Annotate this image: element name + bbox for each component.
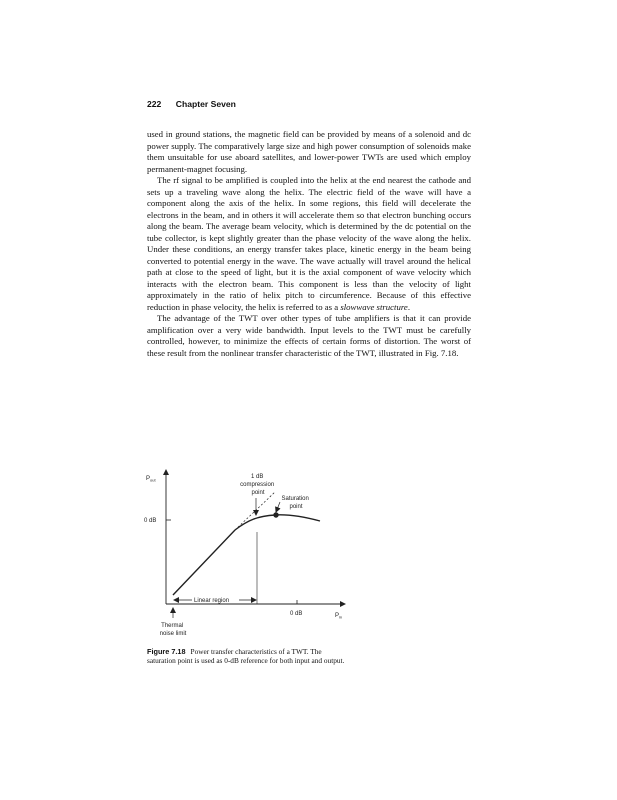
figure-7-18: [140, 462, 480, 642]
linear-region-label: Linear region: [194, 598, 230, 604]
caption-text: Power transfer characteristics of a TWT. The saturation point is used as 0-dB reference for both input and output.: [147, 647, 345, 665]
saturation-arrow: [276, 502, 280, 512]
body-text: [147, 129, 471, 359]
y-axis-label: $P_{out}$: [146, 476, 156, 483]
thermal-noise-label: Thermal noise limit: [159, 623, 187, 637]
y-zero-label: 0 dB: [144, 518, 157, 524]
saturation-point-marker: [273, 512, 278, 517]
x-zero-label: 0 dB: [290, 611, 303, 617]
page-number: 222: [147, 99, 162, 109]
paragraph-2-text: The rf signal to be amplified is coupled into the helix at the end nearest the cathode and sets up a traveling wave along the helix. The electric field of the wave will have a component along the axis of the helix. In some regions, this field will decelerate the electrons in the beam, and in others it will accelerate them so that electron bunching occurs along the beam. The average beam velocity, which is determined by the dc potential on the tube collector, is kept slightly greater than the phase velocity of the wave along the helix. Under these conditions, an energy transfer takes place, kinetic energy in the beam being converted to potential energy in the wave. The wave actually will travel around the helical path at close to the speed of light, but it is the axial component of wave velocity which interacts with the electron beam. This component is less than the velocity of light approximately in the ratio of helix pitch to circumference. Because of this effective reduction in phase velocity, the helix is referred to as a: [147, 175, 471, 312]
paragraph-2-end: .: [407, 301, 410, 312]
saturation-label: Saturation point: [281, 496, 309, 510]
paragraph-1: used in ground stations, the magnetic field can be provided by means of a solenoid and dc power supply. The comparatively large size and high power consumption of solenoids make them unsuitable for use aboard satellites, and lower-power TWTs are used which employ permanent-magnet focusing.: [147, 129, 471, 174]
slowwave-term: slowwave structure: [340, 301, 408, 312]
paragraph-3: The advantage of the TWT over other types of tube amplifiers is that it can provide amplification over a very wide bandwidth. Input levels to the TWT must be carefully controlled, however, to minimize the effects of certain forms of distortion. The worst of these result from the nonlinear transfer characteristic of the TWT, illustrated in Fig. 7.18.: [147, 313, 471, 358]
running-header: [147, 99, 236, 109]
chapter-title: Chapter Seven: [175, 99, 236, 109]
figure-number: Figure 7.18: [147, 647, 186, 656]
x-axis-label: $P_{in}$: [335, 613, 343, 620]
paragraph-2: [147, 175, 471, 313]
figure-caption: [147, 648, 352, 666]
compression-label: 1 dB compression point: [240, 474, 275, 496]
transfer-curve: [173, 515, 320, 595]
linear-extrapolation: [235, 492, 275, 530]
power-transfer-diagram: [140, 462, 480, 642]
